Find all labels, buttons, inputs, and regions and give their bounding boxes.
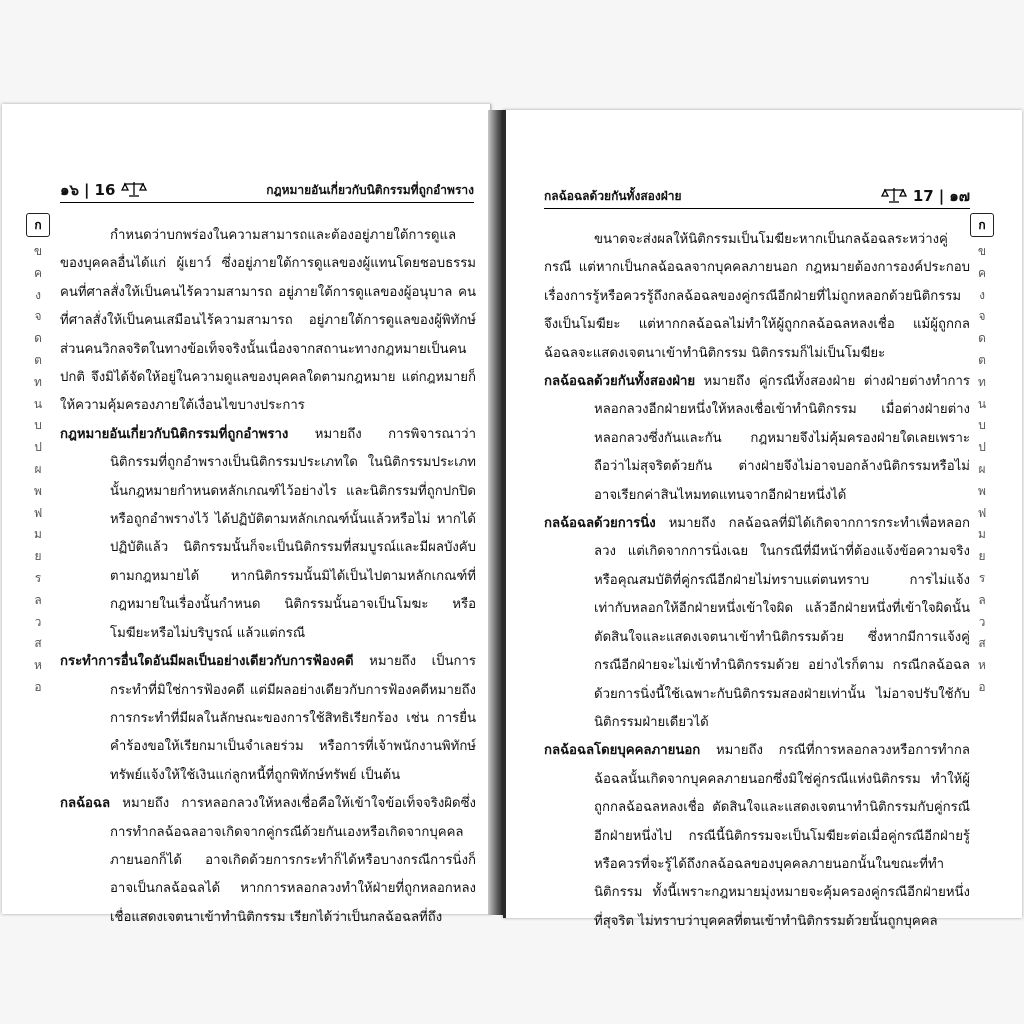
paragraph-text: ขนาดจะส่งผลให้นิติกรรมเป็นโมฆียะหากเป็นกลฉ้อฉลระหว่างคู่กรณี แต่หากเป็นกลฉ้อฉลจากบุคคลภายนอก กฎหมายต้องการองค์ประกอบ เรื่องการรู้หรือควรรู้ถึงกลฉ้อฉลของคู่กรณีอีกฝ่ายที่ไม่ถูกหลอกด้วยนิติกรรมจึงเป็นโมฆียะ แต่หากกลฉ้อฉลไม่ทำให้ผู้ถูกกลฉ้อฉลหลงเชื่อ แม้ผู้ถูกกลฉ้อฉลจะแสดงเจตนาเข้าทำนิติกรรม นิติกรรมก็ไม่เป็นโมฆียะ	[544, 232, 970, 361]
paragraph-text: กำหนดว่าบกพร่องในความสามารถและต้องอยู่ภายใต้การดูแลของบุคคลอื่นได้แก่ ผู้เยาว์ ซึ่งอยู่ภายใต้การดูแลของผู้แทนโดยชอบธรรม คนที่ศาลสั่งให้เป็นคนไร้ความสามารถ อยู่ภายใต้การดูแลของผู้อนุบาล คนที่ศาลสั่งให้เป็นคนเสมือนไร้ความสามารถ อยู่ภายใต้การดูแลของผู้พิทักษ์ ส่วนคนวิกลจริตในทางข้อเท็จจริงนั้นเนื่องจากสถานะทางกฎหมายเป็นคนปกติ จึงมิได้จัดให้อยู่ในความดูแลของบุคคลใดตามกฎหมาย แต่กฎหมายก็ให้ความคุ้มครองภายใต้เงื่อนไขบางประการ	[60, 228, 476, 414]
alphabet-tab-0: ก	[970, 213, 994, 237]
alphabet-tab-4: จ	[34, 309, 42, 324]
alphabet-tab-6: ต	[34, 352, 42, 367]
entry-term: กฎหมายอันเกี่ยวกับนิติกรรมที่ถูกอำพราง	[60, 426, 289, 442]
entry-definition: หมายถึง กรณีที่การหลอกลวงหรือการทำกลฉ้อฉลนั้นเกิดจากบุคคลภายนอกซึ่งมิใช่คู่กรณีแห่งนิติกรรม ทำให้ผู้ถูกกลฉ้อฉลหลงเชื่อ ตัดสินใจและแสดงเจตนาทำนิติกรรมกับคู่กรณีอีกฝ่ายหนึ่งไป กรณีนี้นิติกรรมจะเป็นโมฆียะต่อเมื่อคู่กรณีอีกฝ่ายรู้หรือควรที่จะรู้ได้ถึงกลฉ้อฉลของบุคคลภายนอกนั้นในขณะที่ทำนิติกรรม ทั้งนี้เพราะกฎหมายมุ่งหมายจะคุ้มครองคู่กรณีอีกฝ่ายหนึ่งที่สุจริต ไม่ทราบว่าบุคคลที่ตนเข้าทำนิติกรรมด้วยนั้นถูกบุคคล	[594, 743, 970, 929]
alphabet-tab-4: จ	[978, 309, 986, 324]
alphabet-tab-16: ร	[978, 570, 986, 585]
page-number-thai: ๑๗	[949, 187, 970, 205]
alphabet-tab-8: น	[977, 396, 987, 411]
right-body	[544, 226, 970, 936]
alphabet-tab-15: ย	[978, 549, 986, 564]
scales-of-justice-icon	[881, 186, 907, 207]
alphabet-tab-20: ห	[978, 658, 986, 673]
alphabet-tab-20: ห	[34, 658, 42, 673]
alphabet-tab-5: ด	[34, 331, 42, 346]
entry-term: กลฉ้อฉลโดยบุคคลภายนอก	[544, 743, 701, 759]
entry-definition: หมายถึง คู่กรณีทั้งสองฝ่าย ต่างฝ่ายต่างทำการหลอกลวงอีกฝ่ายหนึ่งให้หลงเชื่อเข้าทำนิติกรรม เมื่อต่างฝ่ายต่างหลอกลวงซึ่งกันและกัน กฎหมายจึงไม่คุ้มครองฝ่ายใดเลยเพราะถือว่าไม่สุจริตด้วยกัน ต่างฝ่ายจึงไม่อาจบอกล้างนิติกรรมหรือไม่อาจเรียกค่าสินไหมทดแทนจากอีกฝ่ายหนึ่งได้	[594, 374, 970, 503]
page-number: 16	[94, 181, 116, 199]
glossary-entry	[544, 368, 970, 510]
left-alphabet-tabs	[26, 213, 50, 699]
glossary-entry	[60, 648, 476, 790]
header-rule	[544, 208, 970, 209]
glossary-entry	[60, 421, 476, 648]
alphabet-tab-12: พ	[34, 483, 42, 498]
alphabet-tab-9: บ	[978, 418, 986, 433]
entry-term: กระทำการอื่นใดอันมีผลเป็นอย่างเดียวกับการฟ้องคดี	[60, 654, 354, 670]
alphabet-tab-15: ย	[34, 549, 42, 564]
entry-term: กลฉ้อฉลด้วยการนิ่ง	[544, 516, 656, 532]
left-page	[2, 104, 491, 925]
alphabet-tab-21: อ	[978, 679, 986, 694]
page-number: 17	[912, 187, 934, 205]
page-number-thai: ๑๖	[60, 181, 80, 199]
alphabet-tab-11: ผ	[978, 461, 986, 476]
alphabet-tab-2: ค	[977, 265, 987, 280]
alphabet-tab-21: อ	[34, 679, 42, 694]
entry-definition: หมายถึง เป็นการกระทำที่มิใช่การฟ้องคดี แต่มีผลอย่างเดียวกับการฟ้องคดีหมายถึงการกระทำที่มีผลในลักษณะของการใช้สิทธิเรียกร้อง เช่น การยื่นคำร้องขอให้เรียกมาเป็นจำเลยร่วม หรือการที่เจ้าพนักงานพิทักษ์ทรัพย์แจ้งให้ใช้เงินแก่ลูกหนี้ที่ถูกพิทักษ์ทรัพย์ เป็นต้น	[110, 654, 476, 783]
glossary-entry	[544, 737, 970, 936]
entry-term: กลฉ้อฉลด้วยกันทั้งสองฝ่าย	[544, 374, 696, 390]
alphabet-tab-11: ผ	[34, 461, 42, 476]
alphabet-tab-19: ส	[34, 636, 42, 651]
alphabet-tab-8: น	[33, 396, 43, 411]
header-rule	[60, 202, 474, 203]
paragraph	[60, 222, 476, 421]
left-page-header	[60, 179, 474, 201]
alphabet-tab-2: ค	[33, 265, 43, 280]
alphabet-tab-18: ว	[34, 614, 42, 629]
alphabet-tab-10: ป	[34, 440, 42, 455]
alphabet-tab-0: ก	[26, 213, 50, 237]
alphabet-tab-19: ส	[978, 636, 986, 651]
alphabet-tab-17: ล	[978, 592, 986, 607]
left-body	[60, 222, 476, 932]
alphabet-tab-1: ข	[33, 244, 43, 258]
alphabet-tab-14: ม	[978, 527, 986, 542]
alphabet-tab-16: ร	[34, 570, 42, 585]
alphabet-tab-5: ด	[978, 331, 986, 346]
book-spine	[488, 110, 504, 915]
header-title: กฎหมายอันเกี่ยวกับนิติกรรมที่ถูกอำพราง	[266, 182, 474, 197]
alphabet-tab-3: ง	[35, 287, 41, 302]
entry-definition: หมายถึง การหลอกลวงให้หลงเชื่อคือให้เข้าใจข้อเท็จจริงผิดซึ่งการทำกลฉ้อฉลอาจเกิดจากคู่กรณีด้วยกันเองหรือเกิดจากบุคคลภายนอกก็ได้ อาจเกิดด้วยการกระทำก็ได้หรือบางกรณีการนิ่งก็อาจเป็นกลฉ้อฉลได้ หากการหลอกลวงทำให้ฝ่ายที่ถูกหลอกหลงเชื่อแสดงเจตนาเข้าทำนิติกรรม เรียกได้ว่าเป็นกลฉ้อฉลที่ถึง	[110, 796, 476, 925]
scales-of-justice-icon	[121, 180, 147, 201]
alphabet-tab-12: พ	[978, 483, 986, 498]
alphabet-tab-6: ต	[978, 352, 986, 367]
alphabet-tab-7: ท	[34, 374, 42, 389]
paragraph	[544, 226, 970, 368]
alphabet-tab-3: ง	[979, 287, 985, 302]
glossary-entry	[544, 510, 970, 737]
alphabet-tab-13: ฟ	[977, 505, 987, 520]
alphabet-tab-14: ม	[34, 527, 42, 542]
alphabet-tab-17: ล	[34, 592, 42, 607]
header-separator: |	[84, 181, 90, 199]
entry-term: กลฉ้อฉล	[60, 796, 111, 812]
alphabet-tab-18: ว	[978, 614, 986, 629]
alphabet-tab-9: บ	[34, 418, 42, 433]
glossary-entry	[60, 790, 476, 932]
alphabet-tab-7: ท	[978, 374, 986, 389]
header-title: กลฉ้อฉลด้วยกันทั้งสองฝ่าย	[544, 188, 682, 203]
entry-definition: หมายถึง กลฉ้อฉลที่มิได้เกิดจากการกระทำเพื่อหลอกลวง แต่เกิดจากการนิ่งเฉย ในกรณีที่มีหน้าที่ต้องแจ้งข้อความจริงหรือคุณสมบัติที่คู่กรณีอีกฝ่ายไม่ทราบแต่ตนทราบ การไม่แจ้งเท่ากับหลอกให้อีกฝ่ายหนึ่งเข้าใจผิด แล้วอีกฝ่ายหนึ่งที่เข้าใจผิดนั้นตัดสินใจและแสดงเจตนาเข้าทำนิติกรรมด้วย ซึ่งหากมีการแจ้งคู่กรณีอีกฝ่ายจะไม่เข้าทำนิติกรรมด้วย อย่างไรก็ตาม กรณีกลฉ้อฉลด้วยการนิ่งนี้ใช้เฉพาะกับนิติกรรมสองฝ่ายเท่านั้น ไม่อาจปรับใช้กับนิติกรรมฝ่ายเดียวได้	[594, 516, 970, 730]
right-alphabet-tabs	[970, 213, 994, 699]
header-separator: |	[938, 187, 945, 205]
entry-definition: หมายถึง การพิจารณาว่านิติกรรมที่ถูกอำพรางเป็นนิติกรรมประเภทใด ในนิติกรรมประเภทนั้นกฎหมายกำหนดหลักเกณฑ์ไว้อย่างไร และนิติกรรมที่ถูกปกปิดหรือถูกอำพรางไว้ ได้ปฏิบัติตามหลักเกณฑ์นั้นแล้วหรือไม่ หากได้ปฏิบัติแล้ว นิติกรรมนั้นก็จะเป็นนิติกรรมที่สมบูรณ์และมีผลบังคับตามกฎหมายได้ หากนิติกรรมนั้นมิได้เป็นไปตามหลักเกณฑ์ที่กฎหมายในเรื่องนั้นกำหนด นิติกรรมนั้นอาจเป็นโมฆะ หรือโมฆียะหรือไม่บริบูรณ์ แล้วแต่กรณี	[110, 426, 476, 641]
right-page-header	[544, 185, 970, 207]
right-page	[503, 110, 1022, 929]
alphabet-tab-10: ป	[978, 440, 986, 455]
alphabet-tab-1: ข	[977, 244, 987, 258]
alphabet-tab-13: ฟ	[33, 505, 43, 520]
